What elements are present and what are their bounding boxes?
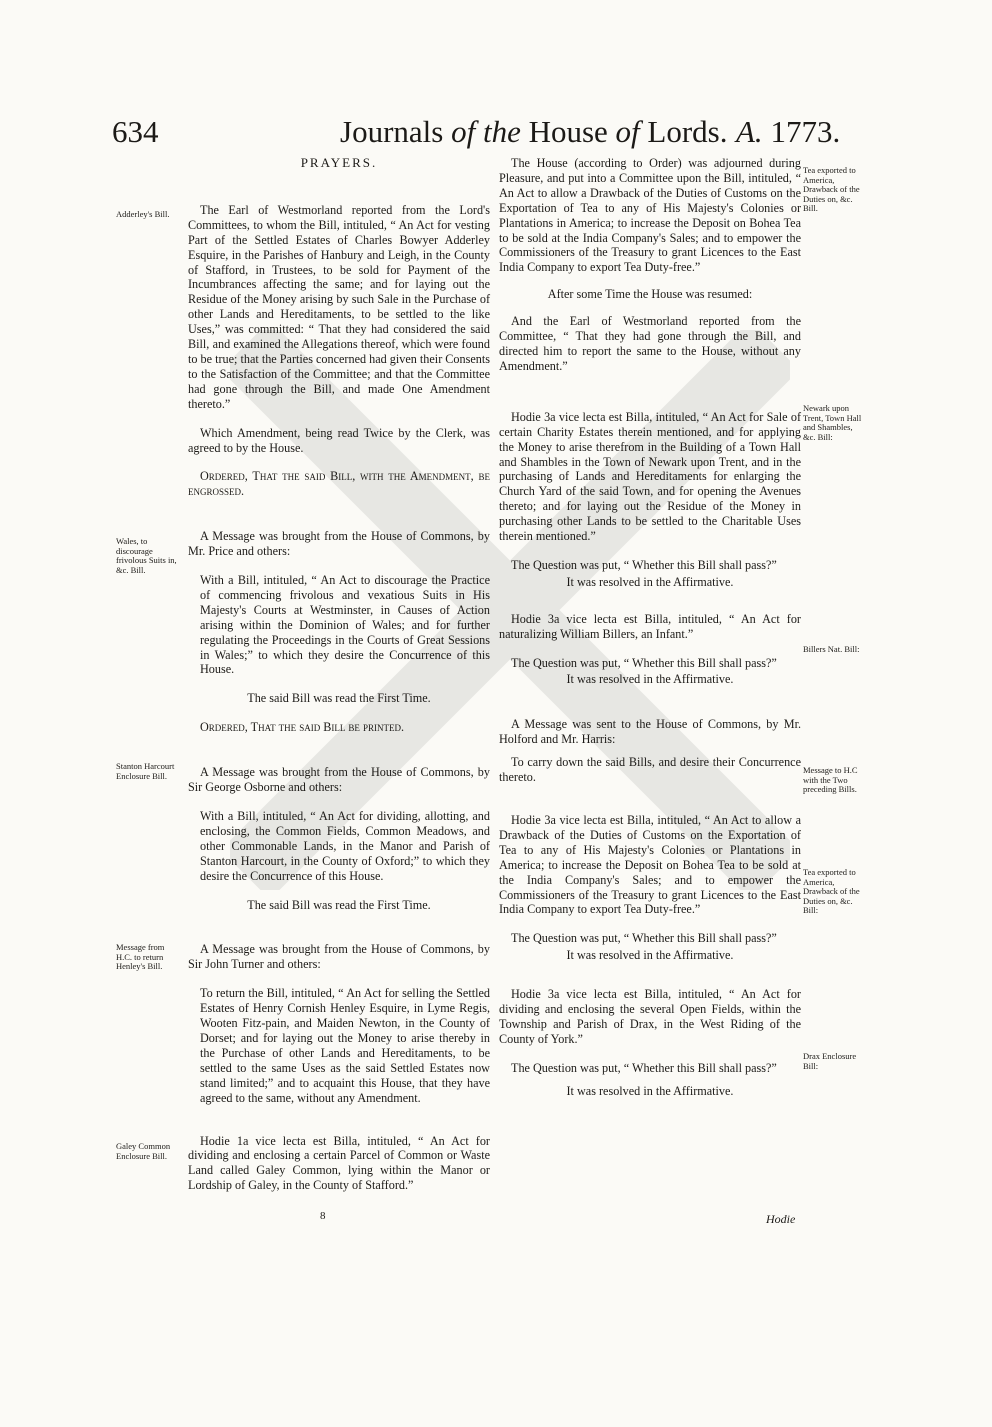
page-year [736, 114, 840, 150]
margin-note-henley: Message from H.C. to return Henley's Bill. [116, 942, 165, 972]
margin-note-galey: Galey Common Enclosure Bill. [116, 1141, 171, 1161]
year-prefix: A. [736, 114, 763, 149]
paragraph: With a Bill, intituled, “ An Act for dividing, allotting, and enclosing, the Common Fields, Common Meadows, and other Commonable Lands, in the Manor and Parish of Stanton Harcourt, in the County of Oxford;” to which they desire the Concurrence of this House. [200, 809, 490, 883]
margin-note-billers: Billers Nat. Bill: [803, 644, 860, 654]
title-part-journals: Journals [340, 114, 452, 149]
paragraph: It was resolved in the Affirmative. [566, 948, 734, 963]
page-number: 634 [112, 114, 159, 149]
paragraph: It was resolved in the Affirmative. [566, 672, 734, 687]
paragraph: And the Earl of Westmorland reported from the Committee, “ That they had gone through the Bill, and directed him to report the same to the House, without any Amendment.” [499, 314, 801, 373]
section-heading: PRAYERS. [300, 155, 378, 170]
title-part-the: the [475, 114, 529, 149]
paragraph: Hodie 3a vice lecta est Billa, intituled, “ An Act for dividing and enclosing the several Open Fields, within the Township and Parish of Drax, in the West Riding of the County of York.” [499, 987, 801, 1046]
margin-note-message-hc: Message to H.C with the Two preceding Bills. [803, 765, 858, 795]
paragraph: A Message was sent to the House of Commons, by Mr. Holford and Mr. Harris: [499, 717, 801, 747]
paragraph: The Question was put, “ Whether this Bill shall pass?” [511, 655, 777, 670]
paragraph: It was resolved in the Affirmative. [566, 1083, 734, 1098]
paragraph: The Question was put, “ Whether this Bill shall pass?” [511, 1060, 777, 1075]
paragraph: Ordered, That the said Bill be printed. [200, 720, 405, 735]
margin-note-drax: Drax Enclosure Bill: [803, 1051, 857, 1071]
paragraph: Hodie 1a vice lecta est Billa, intituled, “ An Act for dividing and enclosing a certain Parcel of Common or Waste Land called Galey Common, lying within the Manor or Lordship of Galey, in the County of Stafford.” [188, 1133, 490, 1193]
margin-note-newark: Newark upon Trent, Town Hall and Shambles, &c. Bill: [803, 403, 862, 442]
title-part-of: of [451, 114, 476, 149]
paragraph: A Message was brought from the House of Commons, by Mr. Price and others: [188, 529, 490, 559]
title-part-lords: Lords. [639, 114, 728, 149]
margin-note-wales: Wales, to discourage frivolous Suits in, &c. Bill. [116, 536, 177, 575]
paragraph: The Question was put, “ Whether this Bill shall pass?” [511, 931, 777, 946]
paragraph: Hodie 3a vice lecta est Billa, intituled, “ An Act to allow a Drawback of the Duties of Customs on the Exportation of Tea to any of His Majesty's Colonies or Plantations in America; to increase the Deposit on Bohea Tea to be sold at the India Company's Sales; and to empower the Commissioners of the Treasury to grant Licences to the East India Company to export Tea Duty-free.” [499, 813, 801, 917]
catchword: Hodie [766, 1212, 796, 1226]
paragraph: To carry down the said Bills, and desire their Concurrence thereto. [499, 755, 801, 785]
right-column [499, 156, 801, 1099]
paragraph: Ordered, That the said Bill, with the Amendment, be engrossed. [188, 469, 490, 499]
margin-note-stanton: Stanton Harcourt Enclosure Bill. [116, 761, 175, 781]
paragraph: A Message was brought from the House of Commons, by Sir John Turner and others: [188, 942, 490, 972]
margin-note-adderley: Adderley's Bill. [116, 209, 170, 219]
signature-mark: 8 [320, 1210, 326, 1222]
title-part-house: House [528, 114, 616, 149]
paragraph: With a Bill, intituled, “ An Act to discourage the Practice of commencing frivolous and vexatious Suits in His Majesty's Courts at Westminster, in Causes of Action arising within the Dominion of Wales; and for further regulating the Proceedings in the Courts of Great Sessions in Wales;” to which they desire the Concurrence of this House. [200, 573, 490, 677]
page-title [340, 114, 728, 150]
paragraph: Hodie 3a vice lecta est Billa, intituled, “ An Act for naturalizing William Billers, an Infant.” [499, 611, 801, 641]
left-column [188, 156, 490, 1193]
margin-note-tea-1: Tea exported to America, Drawback of the Duties on, &c. Bill. [803, 165, 860, 214]
paragraph: A Message was brought from the House of Commons, by Sir George Osborne and others: [188, 765, 490, 795]
paragraph: The House (according to Order) was adjourned during Pleasure, and put into a Committee upon the Bill, intituled, “ An Act to allow a Drawback of the Duties of Customs on the Exportation of Tea to any of His Majesty's Colonies or Plantations in America; to increase the Deposit on Bohea Tea to be sold at the India Company's Sales; and to empower the Commissioners of the Treasury to grant Licences to the East India Company to export Tea Duty-free.” [499, 156, 801, 275]
year-value: 1773. [762, 114, 841, 149]
paragraph: Hodie 3a vice lecta est Billa, intituled, “ An Act for Sale of certain Charity Estates therein mentioned, and for applying the Money to arise therefrom in the Building of a Town Hall and Shambles in the Town of Newark upon Trent, and in the purchasing of Lands and Hereditaments for enlarging the Church Yard of the said Town, and for opening the Avenues thereto; and for laying out the Residue of the Money in purchasing other Lands to be settled to the Charitable Uses therein mentioned.” [499, 409, 801, 544]
paragraph: The said Bill was read the First Time. [247, 897, 431, 912]
margin-note-tea-2: Tea exported to America, Drawback of the Duties on, &c. Bill: [803, 867, 860, 916]
paragraph: Which Amendment, being read Twice by the Clerk, was agreed to by the House. [188, 425, 490, 455]
title-part-of-2: of [615, 114, 640, 149]
paragraph: To return the Bill, intituled, “ An Act for selling the Settled Estates of Henry Cornish Henley Esquire, in Lyme Regis, Wooten Fitz-pain, and Maiden Newton, in the County of Dorset; and for laying out the Money to arise thereby in the Purchase of other Lands and Hereditaments, to be settled to the same Uses as the said Settled Estates now stand limited;” and to acquaint this House, that they have agreed to the same, without any Amendment. [200, 986, 490, 1105]
paragraph: The Earl of Westmorland reported from the Lord's Committees, to whom the Bill, intituled, “ An Act for vesting Part of the Settled Estates of Charles Bowyer Adderley Esquire, in the Parishes of Hanbury and Leigh, in the County of Stafford, in Trustees, to be sold for Payment of the Incumbrances affecting the same; and for laying out the Residue of the Money arising by such Sale in the Purchase of other Lands and Hereditaments, to be settled to the like Uses,” was committed: “ That they had considered the said Bill, and examined the Allegations thereof, which were found to be true; that the Parties concerned had given their Consents to the Satisfaction of the Committee; and that the Committee had gone through the Bill, and made One Amendment thereto.” [188, 202, 490, 411]
paragraph: The said Bill was read the First Time. [247, 691, 431, 706]
paragraph: The Question was put, “ Whether this Bill shall pass?” [511, 557, 777, 572]
paragraph: After some Time the House was resumed: [547, 287, 753, 302]
paragraph: It was resolved in the Affirmative. [566, 574, 734, 589]
